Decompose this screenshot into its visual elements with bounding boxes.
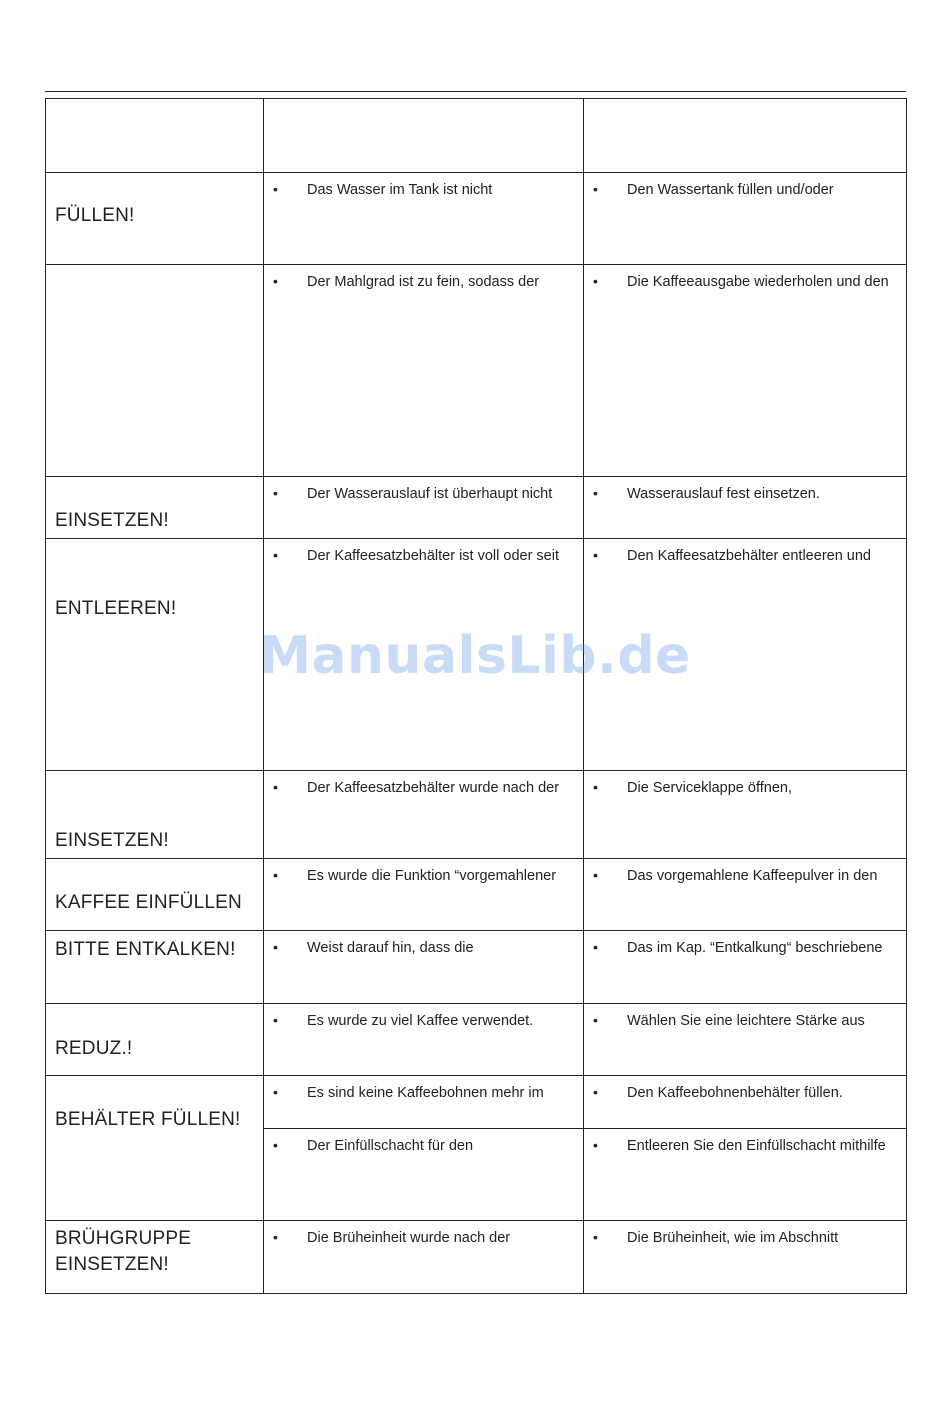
message-cell (46, 1221, 264, 1294)
remedy-text: Die Serviceklappe öffnen, (627, 780, 792, 796)
remedy-item (593, 939, 902, 956)
bullet: • (273, 1012, 278, 1028)
bullet: • (273, 1084, 278, 1100)
remedy-cell (584, 99, 907, 173)
display-message: BEHÄLTER FÜLLEN! (55, 1109, 241, 1130)
remedy-cell (584, 1129, 907, 1221)
table-row (46, 173, 907, 265)
cause-item (273, 1137, 579, 1154)
display-message-line2: EINSETZEN! (55, 1254, 169, 1275)
cause-cell (264, 931, 584, 1004)
bullet: • (593, 181, 598, 197)
remedy-text: Den Kaffeebohnenbehälter füllen. (627, 1085, 843, 1101)
bullet: • (593, 547, 598, 563)
remedy-cell (584, 173, 907, 265)
table-row (46, 265, 907, 477)
display-message: BITTE ENTKALKEN! (55, 939, 236, 960)
bullet: • (273, 867, 278, 883)
remedy-cell (584, 1076, 907, 1129)
remedy-text: Den Kaffeesatzbehälter entleeren und (627, 548, 871, 564)
message-cell (46, 859, 264, 931)
watermark: ManualsLib.de (259, 626, 691, 686)
message-cell (46, 1076, 264, 1221)
remedy-cell (584, 477, 907, 539)
cause-item (273, 273, 579, 290)
display-message: REDUZ.! (55, 1038, 133, 1059)
remedy-item (593, 867, 902, 884)
cause-item (273, 1229, 579, 1246)
cause-text: Es wurde zu viel Kaffee verwendet. (307, 1013, 534, 1029)
remedy-item (593, 485, 902, 502)
remedy-cell (584, 1004, 907, 1076)
remedy-item (593, 1084, 902, 1101)
cause-text: Der Einfüllschacht für den (307, 1138, 474, 1154)
display-message: ENTLEEREN! (55, 598, 177, 619)
cause-item (273, 485, 579, 502)
cause-cell (264, 1004, 584, 1076)
bullet: • (273, 1137, 278, 1153)
remedy-text: Die Brüheinheit, wie im Abschnitt (627, 1230, 839, 1246)
display-message: KAFFEE EINFÜLLEN (55, 892, 242, 913)
table-row (46, 931, 907, 1004)
display-message: EINSETZEN! (55, 830, 169, 851)
cause-item (273, 939, 579, 956)
remedy-item (593, 273, 902, 290)
cause-item (273, 867, 579, 884)
cause-text: Der Kaffeesatzbehälter ist voll oder seit (307, 548, 560, 564)
remedy-item (593, 779, 902, 796)
remedy-cell (584, 771, 907, 859)
bullet: • (273, 779, 278, 795)
message-cell (46, 265, 264, 477)
bullet: • (273, 485, 278, 501)
table-row (46, 1076, 907, 1129)
bullet: • (273, 547, 278, 563)
remedy-cell (584, 265, 907, 477)
cause-item (273, 1084, 579, 1101)
cause-cell (264, 1129, 584, 1221)
bullet: • (273, 181, 278, 197)
message-cell (46, 771, 264, 859)
bullet: • (593, 939, 598, 955)
cause-text: Die Brüheinheit wurde nach der (307, 1230, 511, 1246)
remedy-cell (584, 1221, 907, 1294)
cause-text: Der Mahlgrad ist zu fein, sodass der (307, 274, 540, 290)
remedy-item (593, 1229, 902, 1246)
remedy-item (593, 1012, 902, 1029)
table-row (46, 859, 907, 931)
bullet: • (273, 939, 278, 955)
bullet: • (273, 1229, 278, 1245)
cause-item (273, 1012, 579, 1029)
message-cell (46, 99, 264, 173)
cause-cell (264, 477, 584, 539)
cause-text: Der Kaffeesatzbehälter wurde nach der (307, 780, 560, 796)
cause-item (273, 181, 579, 198)
remedy-text: Die Kaffeeausgabe wiederholen und den (627, 274, 889, 290)
remedy-item (593, 181, 902, 198)
remedy-text: Wählen Sie eine leichtere Stärke aus (627, 1013, 865, 1029)
cause-text: Es sind keine Kaffeebohnen mehr im (307, 1085, 544, 1101)
cause-item (273, 547, 579, 564)
table-row (46, 771, 907, 859)
message-cell (46, 1004, 264, 1076)
remedy-item (593, 547, 902, 564)
bullet: • (593, 1137, 598, 1153)
bullet: • (593, 1084, 598, 1100)
cause-text: Das Wasser im Tank ist nicht (307, 182, 493, 198)
cause-cell (264, 265, 584, 477)
cause-text: Es wurde die Funktion “vorgemahlener (307, 868, 557, 884)
remedy-text: Den Wassertank füllen und/oder (627, 182, 834, 198)
display-message: FÜLLEN! (55, 205, 135, 226)
remedy-text: Das vorgemahlene Kaffeepulver in den (627, 868, 878, 884)
bullet: • (593, 1012, 598, 1028)
remedy-item (593, 1137, 902, 1154)
bullet: • (273, 273, 278, 289)
cause-cell (264, 771, 584, 859)
cause-item (273, 779, 579, 796)
cause-cell (264, 859, 584, 931)
message-cell (46, 173, 264, 265)
table-row (46, 99, 907, 173)
message-cell (46, 931, 264, 1004)
top-rule (45, 91, 906, 92)
table-row (46, 477, 907, 539)
cause-cell (264, 173, 584, 265)
table-row (46, 1221, 907, 1294)
cause-cell (264, 99, 584, 173)
cause-text: Der Wasserauslauf ist überhaupt nicht (307, 486, 553, 502)
cause-cell (264, 1076, 584, 1129)
bullet: • (593, 779, 598, 795)
bullet: • (593, 867, 598, 883)
remedy-cell (584, 859, 907, 931)
bullet: • (593, 273, 598, 289)
remedy-text: Wasserauslauf fest einsetzen. (627, 486, 820, 502)
display-message: BRÜHGRUPPE (55, 1228, 192, 1249)
cause-cell (264, 1221, 584, 1294)
remedy-text: Das im Kap. “Entkalkung“ beschriebene (627, 940, 883, 956)
remedy-cell (584, 931, 907, 1004)
message-cell (46, 477, 264, 539)
table-row (46, 1004, 907, 1076)
troubleshooting-table (45, 98, 907, 1294)
bullet: • (593, 1229, 598, 1245)
remedy-text: Entleeren Sie den Einfüllschacht mithilfe (627, 1138, 886, 1154)
cause-text: Weist darauf hin, dass die (307, 940, 474, 956)
bullet: • (593, 485, 598, 501)
display-message: EINSETZEN! (55, 510, 169, 531)
